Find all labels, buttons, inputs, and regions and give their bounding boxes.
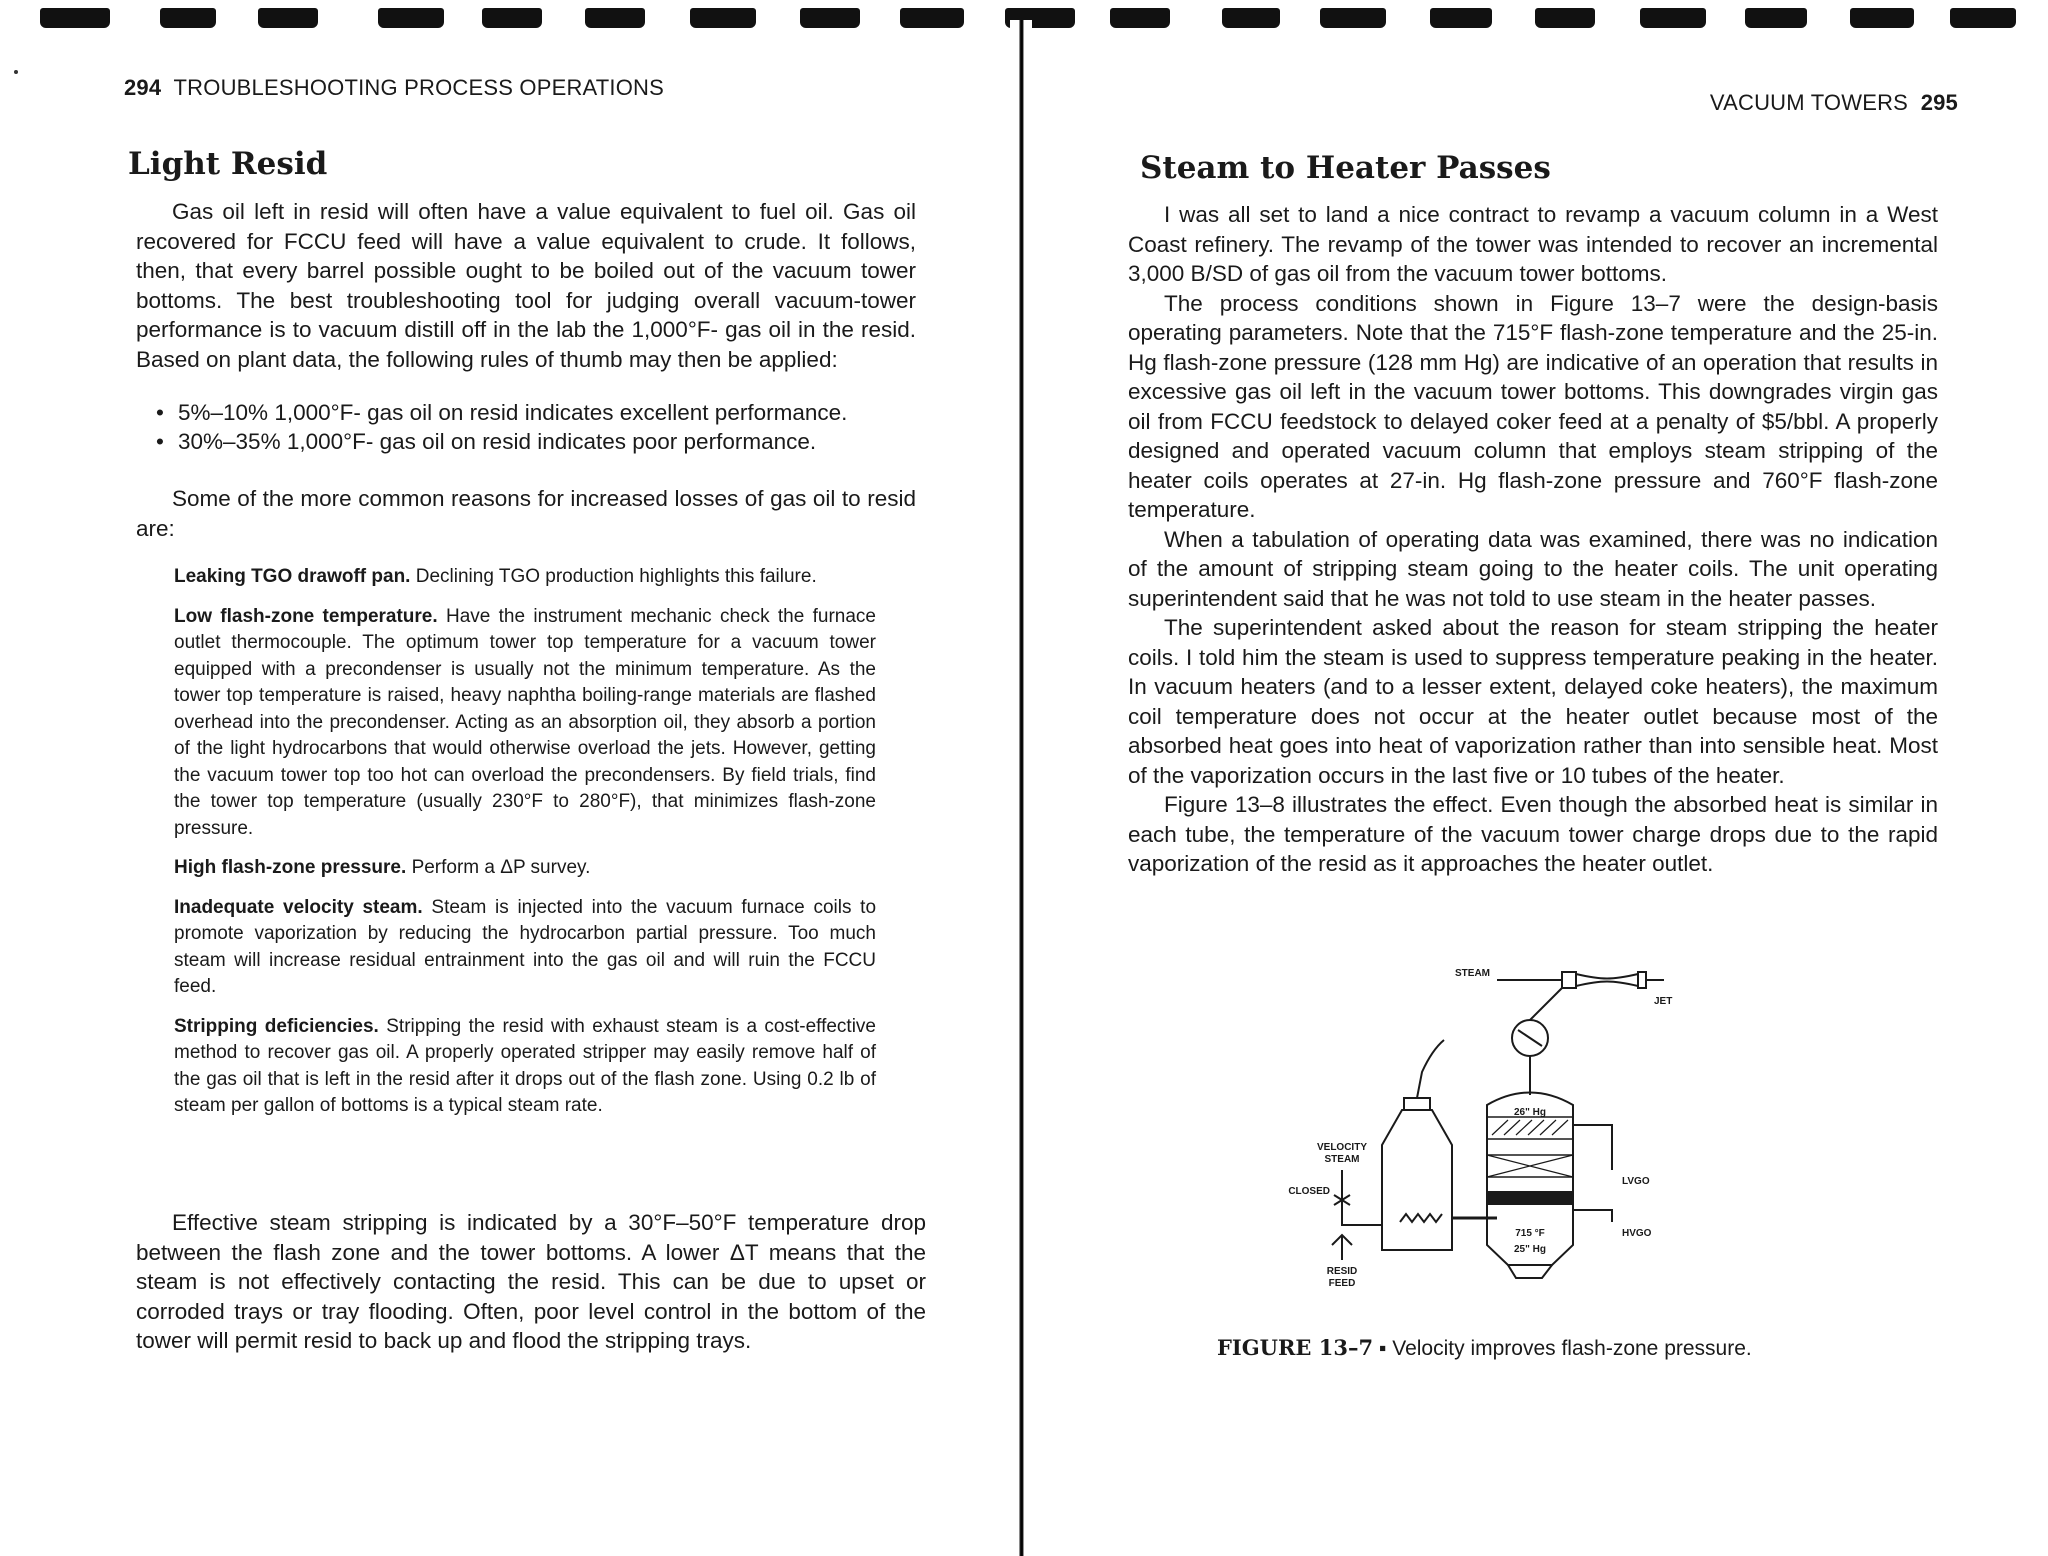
left-running-head	[124, 75, 664, 101]
binder-tab	[1640, 8, 1706, 28]
right-paragraph: Figure 13–8 illustrates the effect. Even though the absorbed heat is similar in each tube, the temperature of the vacuum tower charge drops due to the rapid vaporization of the resid as it approaches the heater outlet.	[1128, 792, 1938, 876]
figure-caption-sep: ▪	[1378, 1337, 1387, 1360]
label-lvgo: LVGO	[1622, 1176, 1650, 1187]
left-section-title: Light Resid	[128, 146, 328, 182]
reason-item	[174, 1014, 876, 1120]
right-section-title: Steam to Heater Passes	[1140, 150, 1551, 186]
bullet-item: • 30%–35% 1,000°F- gas oil on resid indicates poor performance.	[178, 427, 938, 456]
jet-ejector	[1576, 974, 1638, 986]
resid-feed-line	[1332, 1235, 1352, 1260]
reasons-list	[174, 564, 876, 1133]
reason-term: High flash-zone pressure.	[174, 857, 407, 878]
right-paragraph: I was all set to land a nice contract to revamp a vacuum column in a West Coast refinery. The revamp of the tower was intended to recover an incremental 3,000 B/SD of gas oil from the vacuum tower bottoms.	[1128, 202, 1938, 286]
binder-tab	[1320, 8, 1386, 28]
condenser-coil	[1518, 1030, 1542, 1046]
label-top-pressure: 26" Hg	[1514, 1107, 1546, 1118]
jet-to-condenser-line	[1530, 988, 1562, 1020]
vacuum-tower	[1487, 1093, 1573, 1266]
binder-tab	[40, 8, 110, 28]
label-hvgo: HVGO	[1622, 1228, 1652, 1239]
reason-item	[174, 604, 876, 843]
reason-item	[174, 855, 876, 882]
binder-tab	[1535, 8, 1595, 28]
heater-coil	[1400, 1214, 1442, 1222]
margin-dot	[14, 70, 18, 74]
wash-bed	[1487, 1192, 1573, 1204]
figure-caption-text: Velocity improves flash-zone pressure.	[1392, 1337, 1752, 1360]
label-jet: JET	[1654, 996, 1673, 1007]
reason-text: Have the instrument mechanic check the furnace outlet thermocouple. The optimum tower top temperature for a vacuum tower equipped with a precondenser is usually not the minimum temperature. As the tower top temperature is raised, heavy naphtha boiling-range materials are flashed overhead into the precondenser. Acting as an absorption oil, they absorb a portion of the light hydrocarbons that would otherwise overload the jets. However, getting the vacuum tower top too hot can overload the precondensers. By field trials, find the tower top temperature (usually 230°F to 280°F), that minimizes flash-zone pressure.	[174, 605, 876, 839]
binder-tab	[585, 8, 645, 28]
binder-tab	[1430, 8, 1492, 28]
heater-stack	[1404, 1098, 1430, 1110]
binder-tab	[1110, 8, 1170, 28]
steam-valve	[1562, 972, 1576, 988]
binder-tab	[690, 8, 756, 28]
label-resid: RESID	[1326, 1266, 1358, 1277]
book-spine	[1010, 20, 1032, 1556]
right-paragraph: The process conditions shown in Figure 13–7 were the design-basis operating parameters. Note that the 715°F flash-zone temperature and the 25-in. Hg flash-zone pressure (128 mm Hg) are indicative of an operation that results in excessive gas oil left in the vacuum tower bottoms. This downgrades virgin gas oil from FCCU feedstock to delayed coker feed at a penalty of $5/bbl. A properly designed and operated vacuum column that employs steam stripping of the heater coils operates at 27-in. Hg flash-zone pressure and 760°F flash-zone temperature.	[1128, 290, 1938, 522]
packing-hatch	[1492, 1120, 1568, 1135]
intro-paragraph-text: Gas oil left in resid will often have a value equivalent to fuel oil. Gas oil recovered for FCCU feed will have a value equivalent to crude. It follows, then, that every barrel possible ought to be boiled out of the vacuum tower bottoms. The best troubleshooting tool for judging overall vacuum-tower performance is to vacuum distill off in the lab the 1,000°F- gas oil in the resid. Based on plant data, the following rules of thumb may then be applied:	[136, 199, 916, 372]
reason-term: Stripping deficiencies.	[174, 1015, 379, 1037]
binder-tab	[258, 8, 318, 28]
binder-tab	[160, 8, 216, 28]
right-paragraph: The superintendent asked about the reason for steam stripping the heater coils. I told him the steam is used to suppress temperature peaking in the heater. In vacuum heaters (and to a lesser extent, delayed coke heaters), the maximum coil temperature does not occur at the heater outlet because most of the absorbed heat goes into heat of vaporization rather than into sensible heat. Most of the vaporization occurs in the last five or 10 tubes of the heater.	[1128, 615, 1938, 788]
jet-outlet	[1638, 972, 1646, 988]
reason-text: Stripping the resid with exhaust steam is a cost-effective method to recover gas oil. A properly operated stripper may easily remove half of the gas oil that is left in the resid after it drops out of the flash zone. Using 0.2 lb of steam per gallon of bottoms is a typical steam rate.	[174, 1015, 877, 1116]
reason-text: Perform a ΔP survey.	[411, 857, 591, 878]
binder-tab	[378, 8, 444, 28]
reasons-intro-text: Some of the more common reasons for increased losses of gas oil to resid are:	[136, 486, 916, 541]
reason-item	[174, 895, 876, 1001]
reason-term: Leaking TGO drawoff pan.	[174, 566, 411, 587]
closing-paragraph	[136, 1208, 926, 1356]
left-page-number: 294	[124, 75, 162, 100]
label-feed: FEED	[1328, 1278, 1356, 1289]
label-velocity-steam: STEAM	[1324, 1154, 1360, 1165]
label-flash-temp: 715 °F	[1515, 1228, 1545, 1239]
figure-caption	[1217, 1335, 1752, 1361]
binder-tab	[1850, 8, 1914, 28]
binder-tab	[1950, 8, 2016, 28]
reason-term: Low flash-zone temperature.	[174, 605, 438, 627]
stack-flue	[1417, 1040, 1444, 1098]
right-running-head-text: VACUUM TOWERS	[1709, 90, 1909, 115]
tray-cross	[1487, 1155, 1573, 1177]
right-running-head	[1710, 90, 1958, 116]
bullet-item: • 5%–10% 1,000°F- gas oil on resid indicates excellent performance.	[178, 398, 938, 427]
figure-caption-label: FIGURE 13–7	[1217, 1335, 1374, 1360]
reason-term: Inadequate velocity steam.	[174, 896, 423, 918]
left-intro-paragraph	[136, 197, 916, 374]
label-flash-pressure: 25" Hg	[1514, 1244, 1546, 1255]
heater	[1382, 1110, 1452, 1250]
reason-item	[174, 564, 876, 591]
binder-tab	[900, 8, 964, 28]
binder-tab	[1745, 8, 1807, 28]
vacuum-tower-schematic	[1272, 960, 1792, 1320]
closing-paragraph-text: Effective steam stripping is indicated by a 30°F–50°F temperature drop between the flash zone and the tower bottoms. A lower ΔT means that the steam is not effectively contacting the resid. This can be due to upset or corroded trays or tray flooding. Often, poor level control in the bottom of the tower will permit resid to back up and flood the stripping trays.	[136, 1210, 926, 1353]
lvgo-draw-line	[1573, 1125, 1612, 1170]
reason-text: Declining TGO production highlights this failure.	[415, 566, 817, 587]
reasons-intro	[136, 484, 916, 543]
right-paragraph: When a tabulation of operating data was examined, there was no indication of the amount of stripping steam going to the heater coils. The unit operating superintendent said that he was not told to use steam in the heater passes.	[1128, 526, 1938, 611]
label-steam: STEAM	[1455, 968, 1490, 979]
binder-tab	[800, 8, 860, 28]
boot	[1508, 1265, 1552, 1278]
binder-tab	[482, 8, 542, 28]
reason-text: Steam is injected into the vacuum furnace coils to promote vaporization by reducing the hydrocarbon partial pressure. Too much steam will increase residual entrainment into the gas oil and will ruin the FCCU feed.	[174, 896, 877, 997]
label-velocity: VELOCITY	[1316, 1142, 1368, 1153]
hvgo-draw-line	[1573, 1210, 1612, 1222]
binder-tab	[1222, 8, 1280, 28]
right-page-number: 295	[1920, 90, 1958, 115]
velocity-steam-line	[1342, 1170, 1382, 1225]
rules-of-thumb-list	[152, 398, 938, 456]
left-running-head-text: TROUBLESHOOTING PROCESS OPERATIONS	[173, 75, 665, 100]
right-body-text	[1128, 200, 1938, 879]
label-closed: CLOSED	[1288, 1186, 1330, 1197]
